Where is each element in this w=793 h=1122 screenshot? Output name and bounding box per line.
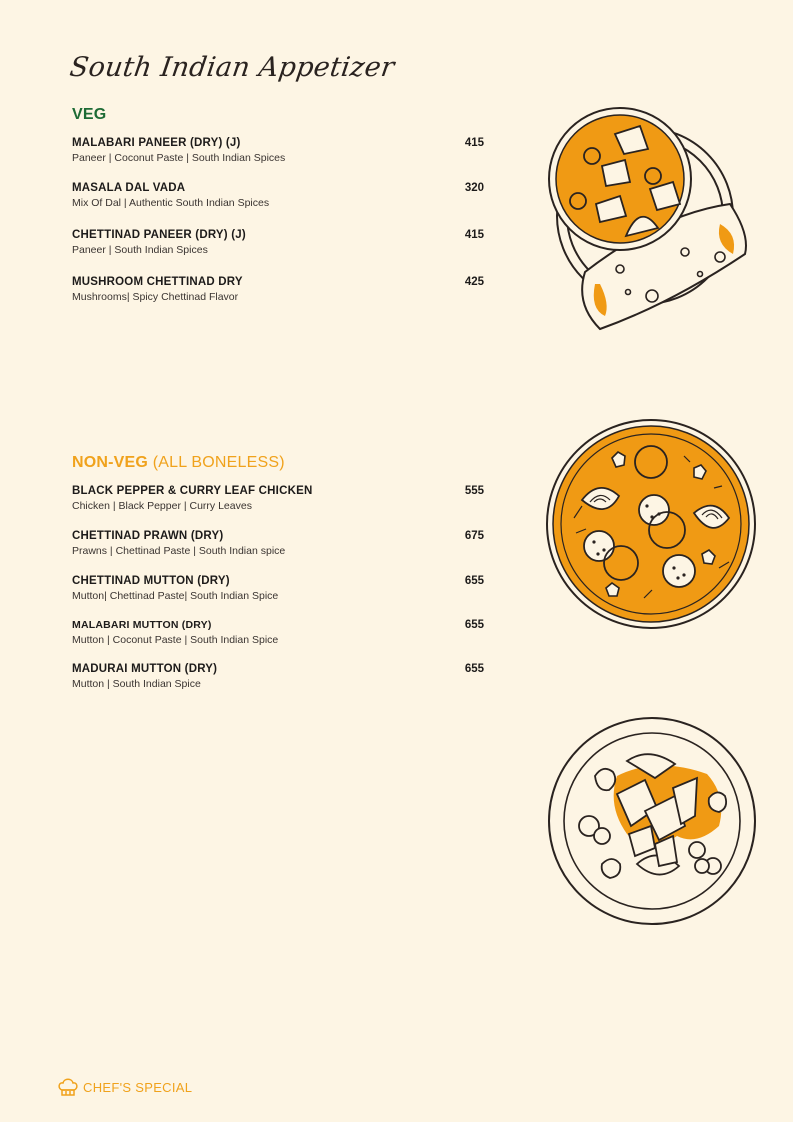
item-description: Mutton| Chettinad Paste| South Indian Spice [72, 590, 279, 602]
item-name: MALABARI PANEER (DRY) (J) [72, 137, 241, 149]
item-price: 425 [464, 276, 484, 288]
menu-item [72, 575, 484, 602]
item-name: MASALA DAL VADA [72, 182, 186, 194]
item-price: 415 [464, 229, 484, 241]
page-title: South Indian Appetizer [67, 52, 397, 83]
item-price: 655 [464, 619, 484, 631]
item-name: CHETTINAD PANEER (DRY) (J) [72, 229, 246, 241]
chef-hat-icon [57, 1076, 79, 1098]
item-name: MALABARI MUTTON (DRY) [72, 619, 212, 631]
item-price: 675 [464, 530, 484, 542]
item-name: MADURAI MUTTON (DRY) [72, 663, 218, 675]
menu-item [72, 663, 484, 690]
item-description: Mix Of Dal | Authentic South Indian Spices [72, 197, 270, 209]
item-price: 555 [464, 485, 484, 497]
nonveg-heading-sub: (ALL BONELESS) [152, 454, 285, 471]
item-description: Paneer | Coconut Paste | South Indian Spices [72, 152, 286, 164]
menu-item [72, 182, 484, 209]
plate-illustration [547, 716, 757, 926]
item-description: Prawns | Chettinad Paste | South Indian spice [72, 545, 286, 557]
menu-item [72, 276, 484, 303]
item-name: BLACK PEPPER & CURRY LEAF CHICKEN [72, 485, 313, 497]
platter-illustration [544, 418, 759, 633]
menu-item [72, 137, 484, 164]
chefs-special-footer [57, 1076, 192, 1098]
item-name: CHETTINAD PRAWN (DRY) [72, 530, 224, 542]
item-description: Mutton | South Indian Spice [72, 678, 201, 690]
nonveg-section-heading [72, 454, 285, 472]
item-name: MUSHROOM CHETTINAD DRY [72, 276, 243, 288]
menu-item [72, 619, 484, 646]
item-description: Mushrooms| Spicy Chettinad Flavor [72, 291, 239, 303]
menu-item [72, 530, 484, 557]
menu-item [72, 485, 484, 512]
item-name: CHETTINAD MUTTON (DRY) [72, 575, 230, 587]
veg-section-heading: VEG [72, 106, 107, 123]
item-price: 655 [464, 663, 484, 675]
footer-label: CHEF'S SPECIAL [83, 1079, 193, 1095]
menu-item [72, 229, 484, 256]
curry-bowl-illustration [540, 104, 760, 334]
item-description: Mutton | Coconut Paste | South Indian Spice [72, 634, 279, 646]
item-price: 655 [464, 575, 484, 587]
item-price: 320 [464, 182, 484, 194]
nonveg-heading-main: NON-VEG [72, 454, 149, 471]
item-description: Chicken | Black Pepper | Curry Leaves [72, 500, 252, 512]
item-description: Paneer | South Indian Spices [72, 244, 208, 256]
item-price: 415 [464, 137, 484, 149]
